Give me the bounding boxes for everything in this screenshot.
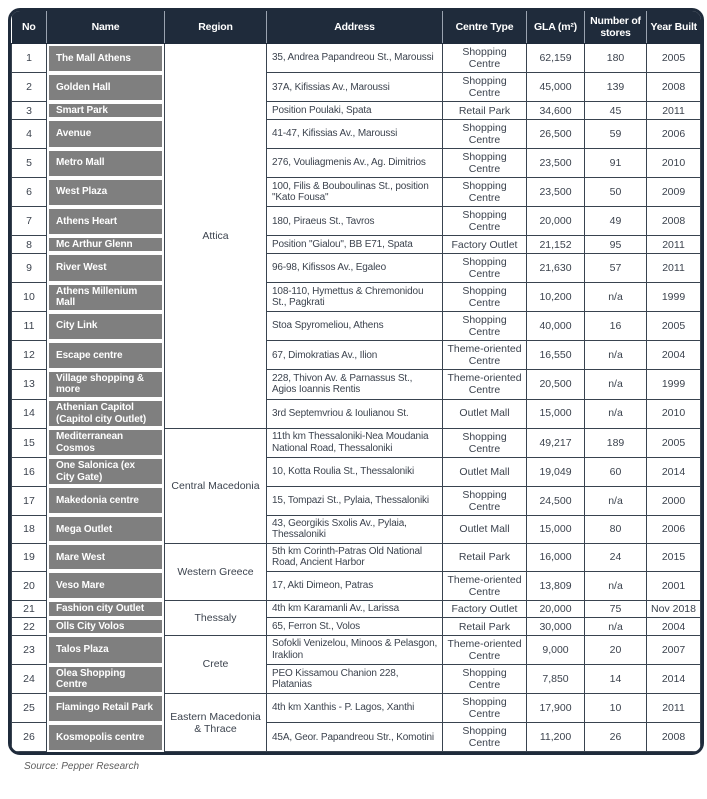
cell-centre-type: Shopping Centre [443, 178, 527, 207]
cell-centre-type: Shopping Centre [443, 665, 527, 694]
cell-stores: 59 [585, 119, 647, 148]
cell-address: 108-110, Hymettus & Chremonidou St., Pagkrati [267, 283, 443, 312]
table-row [12, 665, 701, 694]
table-container [8, 8, 704, 755]
cell-address: 5th km Corinth-Patras Old National Road, Ancient Harbor [267, 543, 443, 571]
cell-name: One Salonica (ex City Gate) [47, 457, 165, 486]
cell-stores: n/a [585, 618, 647, 636]
cell-centre-type: Shopping Centre [443, 44, 527, 73]
table-row [12, 399, 701, 428]
cell-no: 4 [12, 119, 47, 148]
table-row [12, 178, 701, 207]
column-header-stores: Number of stores [585, 11, 647, 44]
cell-name: Avenue [47, 119, 165, 148]
cell-centre-type: Shopping Centre [443, 207, 527, 236]
cell-gla: 16,550 [527, 341, 585, 370]
cell-stores: 139 [585, 73, 647, 102]
cell-centre-type: Factory Outlet [443, 236, 527, 254]
column-header-region: Region [165, 11, 267, 44]
cell-region: Central Macedonia [165, 428, 267, 543]
cell-gla: 10,200 [527, 283, 585, 312]
cell-gla: 20,000 [527, 600, 585, 618]
cell-stores: 16 [585, 312, 647, 341]
table-row [12, 694, 701, 723]
cell-gla: 24,500 [527, 486, 585, 515]
cell-no: 10 [12, 283, 47, 312]
cell-address: 4th km Xanthis - P. Lagos, Xanthi [267, 694, 443, 723]
cell-address: 35, Andrea Papandreou St., Maroussi [267, 44, 443, 73]
cell-gla: 21,152 [527, 236, 585, 254]
cell-centre-type: Retail Park [443, 618, 527, 636]
cell-no: 24 [12, 665, 47, 694]
cell-year-built: 1999 [647, 370, 701, 399]
cell-address: Position "Gialou", BB E71, Spata [267, 236, 443, 254]
cell-centre-type: Retail Park [443, 102, 527, 120]
cell-stores: 180 [585, 44, 647, 73]
table-row [12, 73, 701, 102]
cell-centre-type: Shopping Centre [443, 694, 527, 723]
cell-address: 4th km Karamanli Av., Larissa [267, 600, 443, 618]
cell-year-built: 2006 [647, 515, 701, 543]
table-row [12, 253, 701, 282]
cell-name: Village shopping & more [47, 370, 165, 399]
cell-centre-type: Outlet Mall [443, 515, 527, 543]
cell-name: Olea Shopping Centre [47, 665, 165, 694]
table-row [12, 571, 701, 600]
cell-gla: 34,600 [527, 102, 585, 120]
table-row [12, 102, 701, 120]
cell-no: 19 [12, 543, 47, 571]
cell-year-built: 2014 [647, 457, 701, 486]
cell-gla: 40,000 [527, 312, 585, 341]
cell-address: 37A, Kifissias Av., Maroussi [267, 73, 443, 102]
cell-year-built: 2011 [647, 236, 701, 254]
cell-name: Mare West [47, 543, 165, 571]
table-header [12, 11, 701, 44]
cell-address: 17, Akti Dimeon, Patras [267, 571, 443, 600]
table-row [12, 618, 701, 636]
cell-year-built: 2005 [647, 44, 701, 73]
cell-address: 180, Piraeus St., Tavros [267, 207, 443, 236]
cell-year-built: 2004 [647, 341, 701, 370]
cell-name: Athens Millenium Mall [47, 283, 165, 312]
cell-region: Attica [165, 44, 267, 428]
cell-name: Talos Plaza [47, 635, 165, 664]
cell-address: 65, Ferron St., Volos [267, 618, 443, 636]
cell-stores: 189 [585, 428, 647, 457]
cell-no: 25 [12, 694, 47, 723]
cell-gla: 49,217 [527, 428, 585, 457]
cell-gla: 11,200 [527, 723, 585, 752]
cell-stores: 50 [585, 178, 647, 207]
cell-name: Golden Hall [47, 73, 165, 102]
table-row [12, 312, 701, 341]
table-row [12, 341, 701, 370]
cell-stores: 20 [585, 635, 647, 664]
cell-centre-type: Shopping Centre [443, 149, 527, 178]
cell-year-built: 2008 [647, 73, 701, 102]
cell-no: 21 [12, 600, 47, 618]
cell-year-built: 2001 [647, 571, 701, 600]
cell-name: Mediterranean Cosmos [47, 428, 165, 457]
cell-no: 15 [12, 428, 47, 457]
column-header-gla: GLA (m²) [527, 11, 585, 44]
column-header-address: Address [267, 11, 443, 44]
cell-name: The Mall Athens [47, 44, 165, 73]
cell-no: 26 [12, 723, 47, 752]
table-row [12, 457, 701, 486]
cell-name: River West [47, 253, 165, 282]
cell-gla: 62,159 [527, 44, 585, 73]
cell-name: Makedonia centre [47, 486, 165, 515]
table-row [12, 543, 701, 571]
cell-address: 11th km Thessaloniki-Nea Moudania National Road, Thessaloniki [267, 428, 443, 457]
table-row [12, 149, 701, 178]
cell-year-built: Nov 2018 [647, 600, 701, 618]
cell-stores: 57 [585, 253, 647, 282]
cell-address: Stoa Spyromeliou, Athens [267, 312, 443, 341]
cell-no: 1 [12, 44, 47, 73]
cell-no: 11 [12, 312, 47, 341]
cell-no: 23 [12, 635, 47, 664]
cell-gla: 17,900 [527, 694, 585, 723]
cell-name: Mc Arthur Glenn [47, 236, 165, 254]
cell-stores: 91 [585, 149, 647, 178]
cell-stores: 14 [585, 665, 647, 694]
cell-no: 13 [12, 370, 47, 399]
table-row [12, 44, 701, 73]
cell-address: PEO Kissamou Chanion 228, Platanias [267, 665, 443, 694]
cell-gla: 23,500 [527, 149, 585, 178]
cell-stores: n/a [585, 486, 647, 515]
cell-year-built: 2006 [647, 119, 701, 148]
table-row [12, 723, 701, 752]
cell-address: 96-98, Kifissos Av., Egaleo [267, 253, 443, 282]
cell-no: 6 [12, 178, 47, 207]
cell-stores: n/a [585, 399, 647, 428]
cell-year-built: 2010 [647, 399, 701, 428]
cell-address: 228, Thivon Av. & Parnassus St., Agios Ioannis Rentis [267, 370, 443, 399]
cell-no: 22 [12, 618, 47, 636]
column-header-year-built: Year Built [647, 11, 701, 44]
cell-stores: 95 [585, 236, 647, 254]
cell-address: 100, Filis & Bouboulinas St., position "Kato Fousa" [267, 178, 443, 207]
cell-address: Sofokli Venizelou, Minoos & Pelasgon, Iraklion [267, 635, 443, 664]
cell-name: Athenian Capitol (Capitol city Outlet) [47, 399, 165, 428]
cell-no: 9 [12, 253, 47, 282]
cell-no: 8 [12, 236, 47, 254]
cell-stores: 26 [585, 723, 647, 752]
cell-centre-type: Theme-oriented Centre [443, 341, 527, 370]
cell-gla: 15,000 [527, 515, 585, 543]
cell-gla: 7,850 [527, 665, 585, 694]
cell-stores: 49 [585, 207, 647, 236]
cell-stores: n/a [585, 571, 647, 600]
cell-name: Smart Park [47, 102, 165, 120]
cell-stores: 10 [585, 694, 647, 723]
cell-year-built: 2011 [647, 253, 701, 282]
column-header-name: Name [47, 11, 165, 44]
cell-gla: 20,000 [527, 207, 585, 236]
cell-centre-type: Theme-oriented Centre [443, 635, 527, 664]
cell-stores: 75 [585, 600, 647, 618]
cell-gla: 30,000 [527, 618, 585, 636]
table-row [12, 236, 701, 254]
cell-year-built: 2015 [647, 543, 701, 571]
cell-name: Athens Heart [47, 207, 165, 236]
cell-centre-type: Theme-oriented Centre [443, 370, 527, 399]
cell-no: 18 [12, 515, 47, 543]
cell-name: Olls City Volos [47, 618, 165, 636]
cell-centre-type: Factory Outlet [443, 600, 527, 618]
cell-year-built: 2009 [647, 178, 701, 207]
cell-no: 3 [12, 102, 47, 120]
cell-stores: 80 [585, 515, 647, 543]
cell-year-built: 2008 [647, 723, 701, 752]
cell-centre-type: Outlet Mall [443, 457, 527, 486]
cell-gla: 23,500 [527, 178, 585, 207]
cell-address: 45A, Geor. Papandreou Str., Komotini [267, 723, 443, 752]
cell-name: Escape centre [47, 341, 165, 370]
cell-gla: 45,000 [527, 73, 585, 102]
cell-gla: 15,000 [527, 399, 585, 428]
cell-address: 41-47, Kifissias Av., Maroussi [267, 119, 443, 148]
cell-year-built: 2011 [647, 694, 701, 723]
cell-centre-type: Shopping Centre [443, 428, 527, 457]
cell-address: 3rd Septemvriou & Ioulianou St. [267, 399, 443, 428]
cell-no: 16 [12, 457, 47, 486]
table-row [12, 428, 701, 457]
cell-gla: 13,809 [527, 571, 585, 600]
table-row [12, 515, 701, 543]
cell-centre-type: Shopping Centre [443, 723, 527, 752]
header-row [12, 11, 701, 44]
cell-address: Position Poulaki, Spata [267, 102, 443, 120]
cell-year-built: 2007 [647, 635, 701, 664]
cell-gla: 19,049 [527, 457, 585, 486]
cell-name: West Plaza [47, 178, 165, 207]
cell-name: Kosmopolis centre [47, 723, 165, 752]
cell-centre-type: Retail Park [443, 543, 527, 571]
cell-name: Metro Mall [47, 149, 165, 178]
cell-region: Eastern Macedonia & Thrace [165, 694, 267, 752]
cell-address: 67, Dimokratias Av., Ilion [267, 341, 443, 370]
cell-centre-type: Shopping Centre [443, 253, 527, 282]
cell-centre-type: Shopping Centre [443, 283, 527, 312]
source-note: Source: Pepper Research [24, 761, 140, 773]
cell-no: 17 [12, 486, 47, 515]
cell-name: Veso Mare [47, 571, 165, 600]
cell-year-built: 2008 [647, 207, 701, 236]
cell-centre-type: Outlet Mall [443, 399, 527, 428]
cell-year-built: 2000 [647, 486, 701, 515]
cell-year-built: 2014 [647, 665, 701, 694]
cell-no: 12 [12, 341, 47, 370]
cell-name: Fashion city Outlet [47, 600, 165, 618]
cell-name: Flamingo Retail Park [47, 694, 165, 723]
cell-address: 43, Georgikis Sxolis Av., Pylaia, Thessaloniki [267, 515, 443, 543]
cell-region: Crete [165, 635, 267, 693]
table-row [12, 207, 701, 236]
table-body [12, 44, 701, 752]
column-header-no: No [12, 11, 47, 44]
cell-stores: n/a [585, 370, 647, 399]
cell-gla: 26,500 [527, 119, 585, 148]
cell-year-built: 1999 [647, 283, 701, 312]
cell-stores: 24 [585, 543, 647, 571]
shopping-centres-table [11, 11, 701, 752]
cell-gla: 20,500 [527, 370, 585, 399]
cell-no: 5 [12, 149, 47, 178]
table-row [12, 119, 701, 148]
cell-centre-type: Theme-oriented Centre [443, 571, 527, 600]
cell-centre-type: Shopping Centre [443, 486, 527, 515]
table-row [12, 486, 701, 515]
cell-stores: n/a [585, 341, 647, 370]
cell-year-built: 2004 [647, 618, 701, 636]
cell-year-built: 2005 [647, 428, 701, 457]
column-header-centre-type: Centre Type [443, 11, 527, 44]
cell-address: 276, Vouliagmenis Av., Ag. Dimitrios [267, 149, 443, 178]
cell-stores: 45 [585, 102, 647, 120]
cell-gla: 21,630 [527, 253, 585, 282]
cell-year-built: 2005 [647, 312, 701, 341]
cell-stores: n/a [585, 283, 647, 312]
cell-region: Thessaly [165, 600, 267, 635]
cell-name: Mega Outlet [47, 515, 165, 543]
cell-name: City Link [47, 312, 165, 341]
cell-centre-type: Shopping Centre [443, 73, 527, 102]
cell-no: 7 [12, 207, 47, 236]
cell-address: 15, Tompazi St., Pylaia, Thessaloniki [267, 486, 443, 515]
cell-stores: 60 [585, 457, 647, 486]
table-row [12, 600, 701, 618]
cell-no: 14 [12, 399, 47, 428]
table-row [12, 635, 701, 664]
cell-centre-type: Shopping Centre [443, 312, 527, 341]
table-row [12, 283, 701, 312]
cell-year-built: 2011 [647, 102, 701, 120]
cell-no: 2 [12, 73, 47, 102]
cell-year-built: 2010 [647, 149, 701, 178]
cell-gla: 9,000 [527, 635, 585, 664]
table-row [12, 370, 701, 399]
cell-gla: 16,000 [527, 543, 585, 571]
cell-region: Western Greece [165, 543, 267, 600]
cell-centre-type: Shopping Centre [443, 119, 527, 148]
cell-address: 10, Kotta Roulia St., Thessaloniki [267, 457, 443, 486]
cell-no: 20 [12, 571, 47, 600]
